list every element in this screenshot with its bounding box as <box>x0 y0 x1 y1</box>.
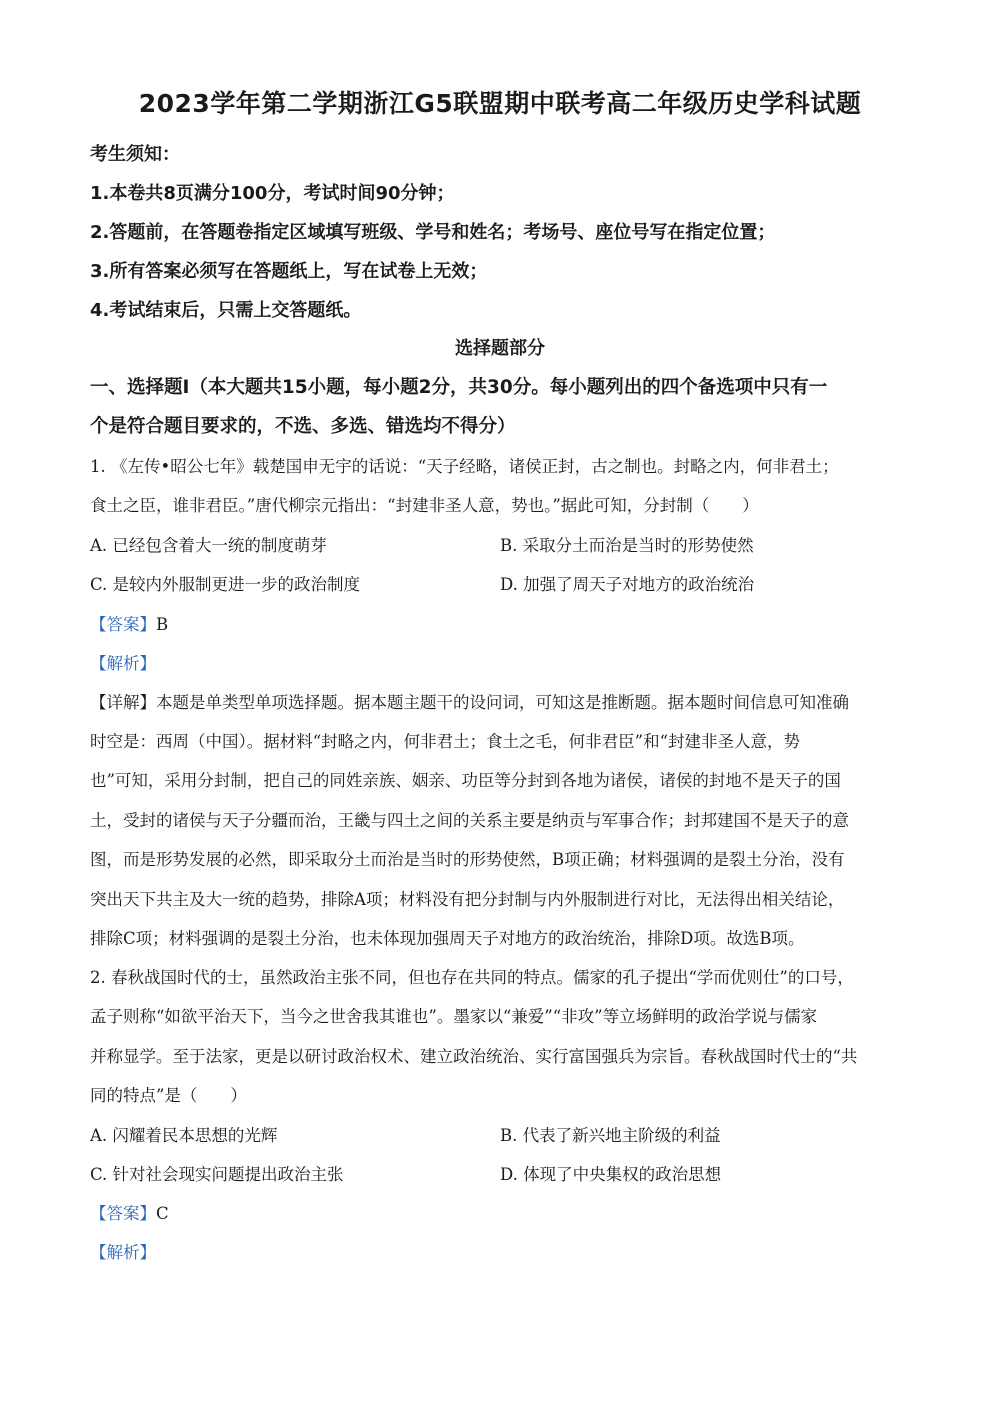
question-2-answer <box>90 1200 169 1224</box>
question-1-answer <box>90 611 168 635</box>
answer-value: C <box>156 1204 169 1223</box>
question-1-detail-line: 也”可知，采用分封制，把自己的同姓亲族、姻亲、功臣等分封到各地为诸侯，诸侯的封地不是天子的国 <box>90 771 841 790</box>
question-1-stem: 食土之臣，谁非君臣。”唐代柳宗元指出：“封建非圣人意，势也。”据此可知，分封制（ ） <box>90 496 759 515</box>
question-2-option-a: A. 闪耀着民本思想的光辉 <box>90 1126 278 1145</box>
question-2-analysis-tag: 【解析】 <box>90 1243 156 1262</box>
question-2-stem: 同的特点”是（ ） <box>90 1086 247 1105</box>
question-1-option-c: C. 是较内外服制更进一步的政治制度 <box>90 575 361 594</box>
question-1-detail-line: 图，而是形势发展的必然，即采取分土而治是当时的形势使然，B项正确；材料强调的是裂土分治，没有 <box>90 850 845 869</box>
question-2-stem: 2. 春秋战国时代的士，虽然政治主张不同，但也存在共同的特点。儒家的孔子提出“学而优则仕”的口号， <box>90 968 854 987</box>
question-1-detail-line: 排除C项；材料强调的是裂土分治，也未体现加强周天子对地方的政治统治，排除D项。故选B项。 <box>90 929 805 948</box>
page-title: 2023学年第二学期浙江G5联盟期中联考高二年级历史学科试题 <box>138 89 862 118</box>
question-1-detail-line: 土，受封的诸侯与天子分疆而治，王畿与四土之间的关系主要是纳贡与军事合作；封邦建国不是天子的意 <box>90 811 849 830</box>
detail-text: 本题是单类型单项选择题。据本题主题干的设问词，可知这是推断题。据本题时间信息可知准确 <box>156 693 849 712</box>
answer-tag: 【答案】 <box>90 615 156 634</box>
question-2-stem: 并称显学。至于法家，更是以研讨政治权术、建立政治统治、实行富国强兵为宗旨。春秋战国时代士的“共 <box>90 1047 858 1066</box>
notice-item: 4.考试结束后，只需上交答题纸。 <box>90 300 362 321</box>
answer-tag: 【答案】 <box>90 1204 156 1223</box>
question-2-option-c: C. 针对社会现实问题提出政治主张 <box>90 1165 344 1184</box>
notice-item: 1.本卷共8页满分100分，考试时间90分钟； <box>90 183 455 204</box>
answer-value: B <box>156 615 169 634</box>
question-1-detail-line: 时空是：西周（中国）。据材料“封略之内，何非君土；食土之毛，何非君臣”和“封建非圣人意，势 <box>90 732 801 751</box>
question-2-option-d: D. 体现了中央集权的政治思想 <box>500 1165 722 1184</box>
notice-item: 3.所有答案必须写在答题纸上，写在试卷上无效； <box>90 261 488 282</box>
question-1-analysis-tag: 【解析】 <box>90 654 156 673</box>
notice-heading: 考生须知： <box>90 144 180 165</box>
question-2-stem: 孟子则称“如欲平治天下，当今之世舍我其谁也”。墨家以“兼爱”“非攻”等立场鲜明的政治学说与儒家 <box>90 1007 818 1026</box>
question-1-option-d: D. 加强了周天子对地方的政治统治 <box>500 575 755 594</box>
section-heading: 个是符合题目要求的，不选、多选、错选均不得分） <box>90 416 516 437</box>
question-1-detail <box>90 689 849 713</box>
question-2-option-b: B. 代表了新兴地主阶级的利益 <box>500 1126 721 1145</box>
question-1-option-a: A. 已经包含着大一统的制度萌芽 <box>90 536 327 555</box>
question-1-stem: 1. 《左传•昭公七年》载楚国申无宇的话说：“天子经略，诸侯正封，古之制也。封略之内，何非君土； <box>90 457 839 476</box>
detail-tag: 【详解】 <box>90 693 156 712</box>
question-1-option-b: B. 采取分土而治是当时的形势使然 <box>500 536 754 555</box>
section-title: 选择题部分 <box>455 338 545 359</box>
section-heading: 一、选择题Ⅰ（本大题共15小题，每小题2分，共30分。每小题列出的四个备选项中只有一 <box>90 377 828 398</box>
notice-item: 2.答题前，在答题卷指定区域填写班级、学号和姓名；考场号、座位号写在指定位置； <box>90 222 776 243</box>
question-1-detail-line: 突出天下共主及大一统的趋势，排除A项；材料没有把分封制与内外服制进行对比，无法得出相关结论， <box>90 890 845 909</box>
